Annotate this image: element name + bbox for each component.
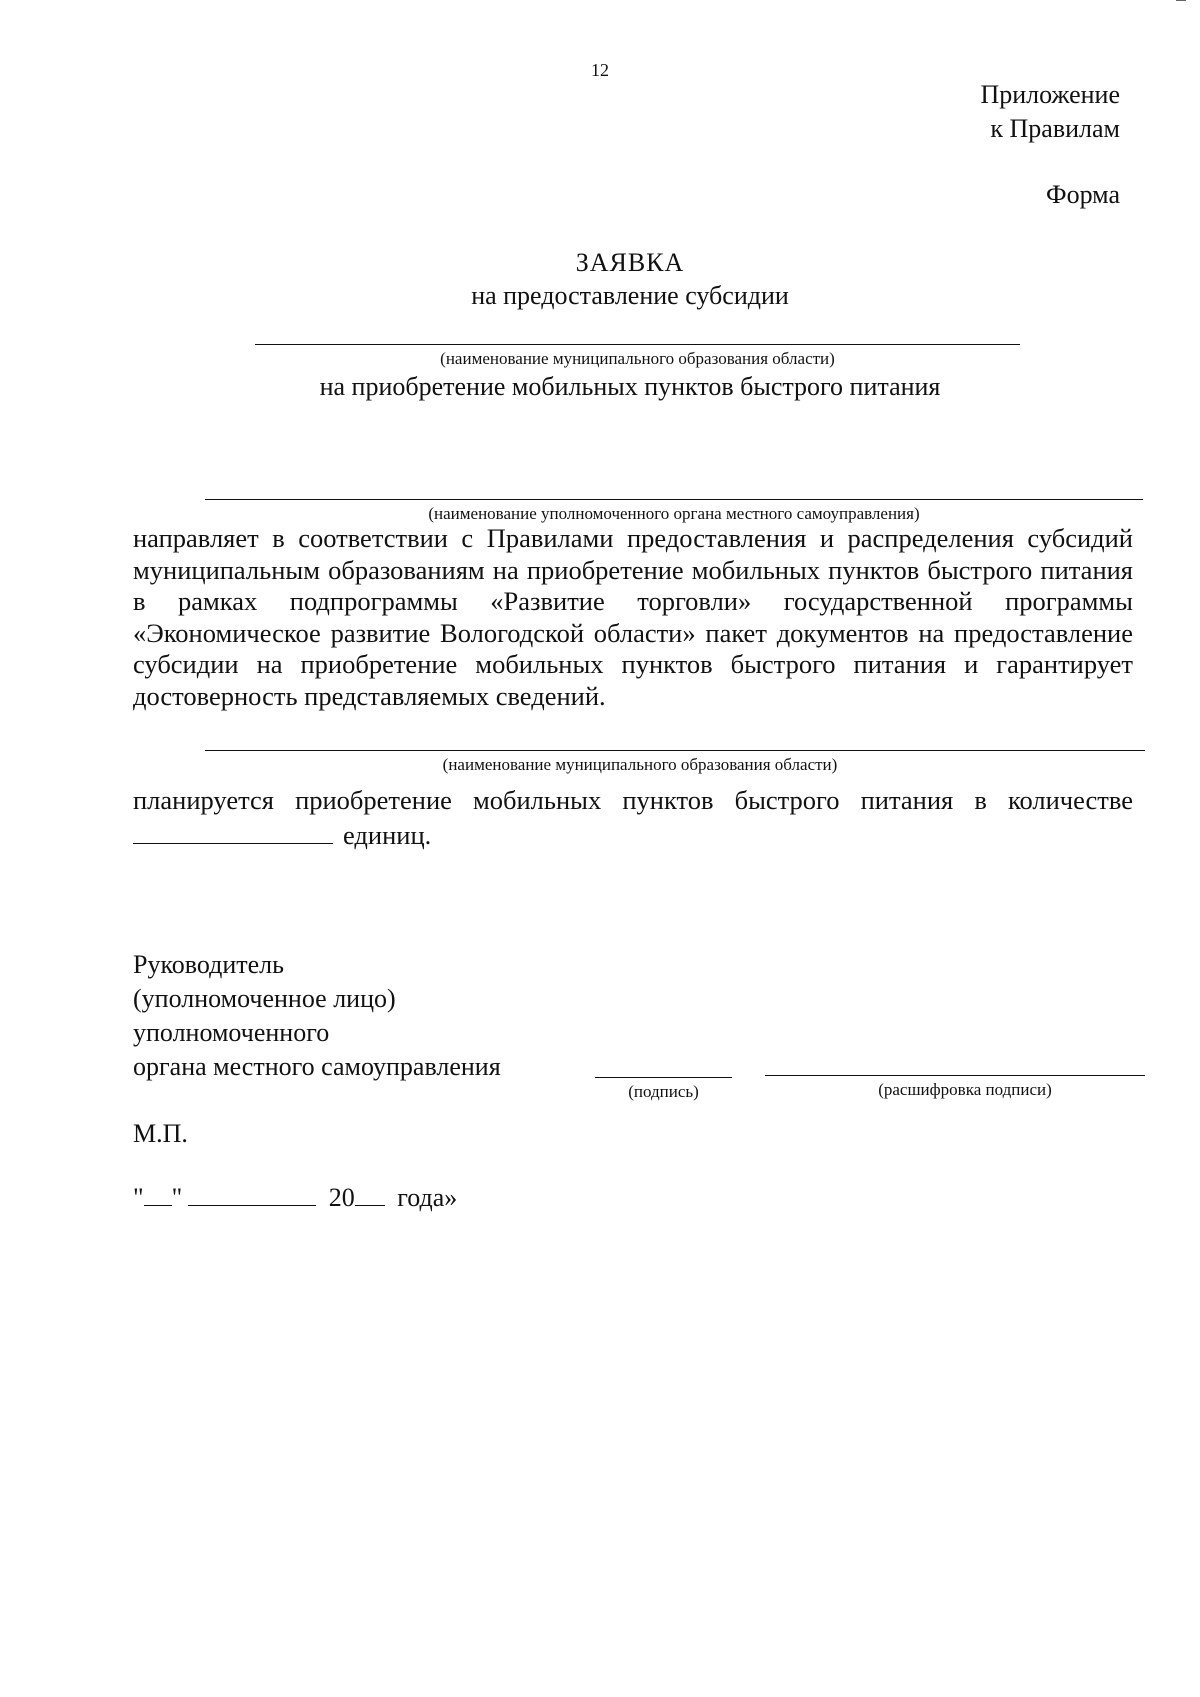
signer-block <box>133 948 501 1084</box>
appendix-line-2: к Правилам <box>990 114 1120 143</box>
municipality-name-line-1[interactable] <box>255 344 1020 345</box>
scan-corner-mark <box>1176 0 1186 6</box>
date-quote-open: " <box>133 1183 144 1212</box>
date-row <box>133 1183 457 1213</box>
appendix-line-1: Приложение <box>980 80 1120 109</box>
purpose-text: на приобретение мобильных пунктов быстрого питания <box>319 372 941 401</box>
signer-line-1: Руководитель <box>133 950 284 979</box>
signature-line[interactable] <box>595 1077 732 1078</box>
date-year-blank[interactable] <box>355 1184 385 1206</box>
caption-signature: (подпись) <box>628 1082 699 1101</box>
signer-line-2: (уполномоченное лицо) <box>133 984 396 1013</box>
units-label: единиц. <box>343 820 432 850</box>
municipality-name-line-2[interactable] <box>205 750 1145 751</box>
authority-name-line[interactable] <box>205 499 1143 500</box>
caption-municipality-1: (наименование муниципального образования области) <box>440 349 835 368</box>
planned-text: планируется приобретение мобильных пунктов быстрого питания в количестве <box>133 785 1133 815</box>
units-quantity-blank[interactable] <box>133 822 333 844</box>
document-subtitle: на предоставление субсидии <box>471 281 789 310</box>
signer-line-4: органа местного самоуправления <box>133 1052 501 1081</box>
caption-municipality-2: (наименование муниципального образования области) <box>442 755 838 774</box>
caption-signature-decoding: (расшифровка подписи) <box>878 1080 1052 1099</box>
date-day-blank[interactable] <box>144 1184 172 1206</box>
page-number: 12 <box>591 60 609 80</box>
units-row <box>133 820 431 851</box>
body-paragraph: направляет в соответствии с Правилами предоставления и распределения субсидий муниципальным образованиям на приобретение мобильных пунктов быстрого питания в рамках подпрограммы «Развитие торговли» государственной программы «Экономическое развитие Вологодской области» пакет документов на предоставление субсидии на приобретение мобильных пунктов быстрого питания и гарантирует достоверность представляемых сведений. <box>133 523 1133 711</box>
signer-line-3: уполномоченного <box>133 1018 330 1047</box>
date-month-blank[interactable] <box>188 1184 316 1206</box>
date-quote-close: " <box>171 1183 183 1212</box>
date-year-prefix: 20 <box>328 1183 355 1212</box>
stamp-label: М.П. <box>133 1119 188 1148</box>
date-suffix: года» <box>397 1183 458 1212</box>
document-title: ЗАЯВКА <box>575 248 685 277</box>
form-label: Форма <box>1046 180 1120 209</box>
signature-decoding-line[interactable] <box>765 1075 1145 1076</box>
appendix-label <box>980 78 1120 146</box>
caption-authority: (наименование уполномоченного органа местного самоуправления) <box>428 504 920 523</box>
